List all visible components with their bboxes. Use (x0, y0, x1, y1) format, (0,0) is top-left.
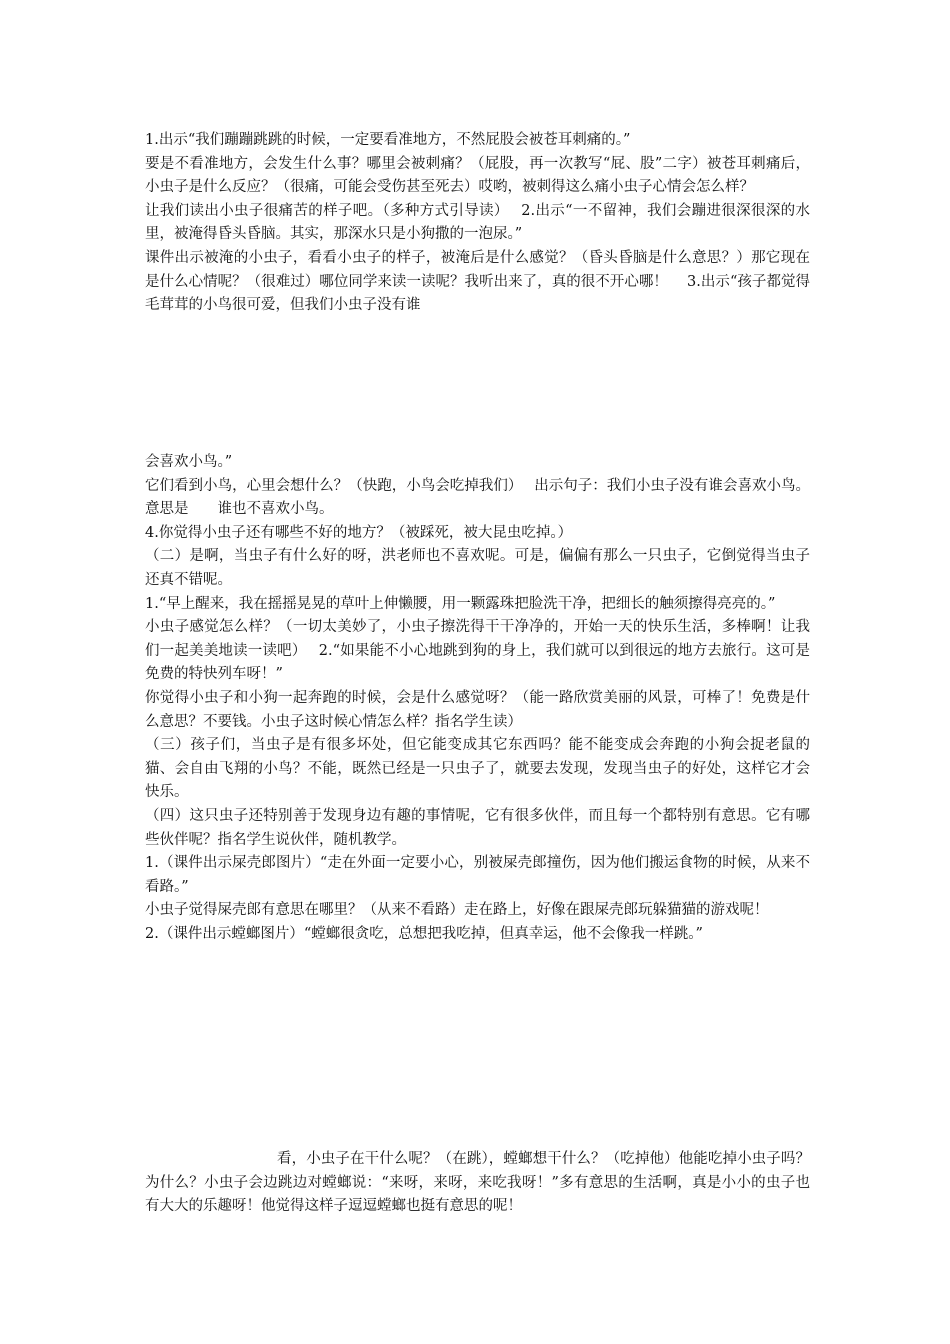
paragraph: 1.“早上醒来，我在摇摇晃晃的草叶上伸懒腰，用一颗露珠把脸洗干净，把细长的触须擦得亮亮的。” (145, 595, 776, 612)
paragraph: 让我们读出小虫子很痛苦的样子吧。（多种方式引导读） 2.出示“一不留神，我们会蹦进很深很深的水里，被淹得昏头昏脑。其实，那深水只是小狗撒的一泡尿。” (145, 202, 810, 243)
text-block-3 (145, 1148, 810, 1219)
paragraph: 课件出示被淹的小虫子，看看小虫子的样子，被淹后是什么感觉？（昏头昏脑是什么意思？）那它现在是什么心情呢？（很难过）哪位同学来读一读呢？我听出来了，真的很不开心哪！ 3.出示“孩子都觉得毛茸茸的小鸟很可爱，但我们小虫子没有谁 (145, 249, 810, 314)
text-block-1 (145, 129, 810, 318)
paragraph: （四）这只虫子还特别善于发现身边有趣的事情呢，它有很多伙伴，而且每一个都特别有意思。它有哪些伙伴呢？指名学生说伙伴，随机教学。 (145, 807, 810, 848)
paragraph: 1.出示“我们蹦蹦跳跳的时候，一定要看准地方，不然屁股会被苍耳刺痛的。” (145, 132, 631, 148)
paragraph: 小虫子感觉怎么样？（一切太美妙了，小虫子擦洗得干干净净的，开始一天的快乐生活，多棒啊！让我们一起美美地读一读吧） 2.“如果能不小心地跳到狗的身上，我们就可以到很远的地方去旅行。这可是免费的特快列车呀！” (145, 619, 810, 683)
paragraph: （二）是啊，当虫子有什么好的呀，洪老师也不喜欢呢。可是，偏偏有那么一只虫子，它倒觉得当虫子还真不错呢。 (145, 548, 810, 588)
paragraph: 小虫子觉得屎壳郎有意思在哪里？（从来不看路）走在路上，好像在跟屎壳郎玩躲猫猫的游戏呢！ (145, 902, 769, 919)
paragraph: 1.（课件出示屎壳郎图片）“走在外面一定要小心，别被屎壳郎撞伤，因为他们搬运食物的时候，从来不看路。” (145, 855, 810, 895)
paragraph: （三）孩子们，当虫子是有很多坏处，但它能变成其它东西吗？能不能变成会奔跑的小狗会捉老鼠的猫、会自由飞翔的小鸟？不能，既然已经是一只虫子了，就要去发现，发现当虫子的好处，这样它才会快乐。 (145, 737, 810, 801)
paragraph: 4.你觉得小虫子还有哪些不好的地方？（被踩死，被大昆虫吃掉。） (145, 524, 573, 541)
paragraph: 2.（课件出示螳螂图片）“螳螂很贪吃，总想把我吃掉，但真幸运，他不会像我一样跳。” (145, 925, 703, 942)
paragraph: 看，小虫子在干什么呢？（在跳），螳螂想干什么？（吃掉他）他能吃掉小虫子吗？为什么？小虫子会边跳边对螳螂说：“来呀，来呀，来吃我呀！”多有意思的生活啊，真是小小的虫子也有大大的乐趣呀！他觉得这样子逗逗螳螂也挺有意思的呢！ (145, 1151, 810, 1215)
paragraph: 你觉得小虫子和小狗一起奔跑的时候，会是什么感觉呀？（能一路欣赏美丽的风景，可棒了！免费是什么意思？不要钱。小虫子这时候心情怎么样？指名学生读） (145, 689, 810, 730)
paragraph: 它们看到小鸟，心里会想什么？（快跑，小鸟会吃掉我们） 出示句子：我们小虫子没有谁会喜欢小鸟。意思是 谁也不喜欢小鸟。 (145, 477, 810, 518)
paragraph: 要是不看准地方，会发生什么事？哪里会被刺痛？（屁股，再一次教写“屁、股”二字）被苍耳刺痛后，小虫子是什么反应？（很痛，可能会受伤甚至死去）哎哟，被刺得这么痛小虫子心情会怎么样？ (145, 155, 810, 196)
paragraph: 会喜欢小鸟。” (145, 454, 233, 470)
text-block-2 (145, 451, 810, 946)
